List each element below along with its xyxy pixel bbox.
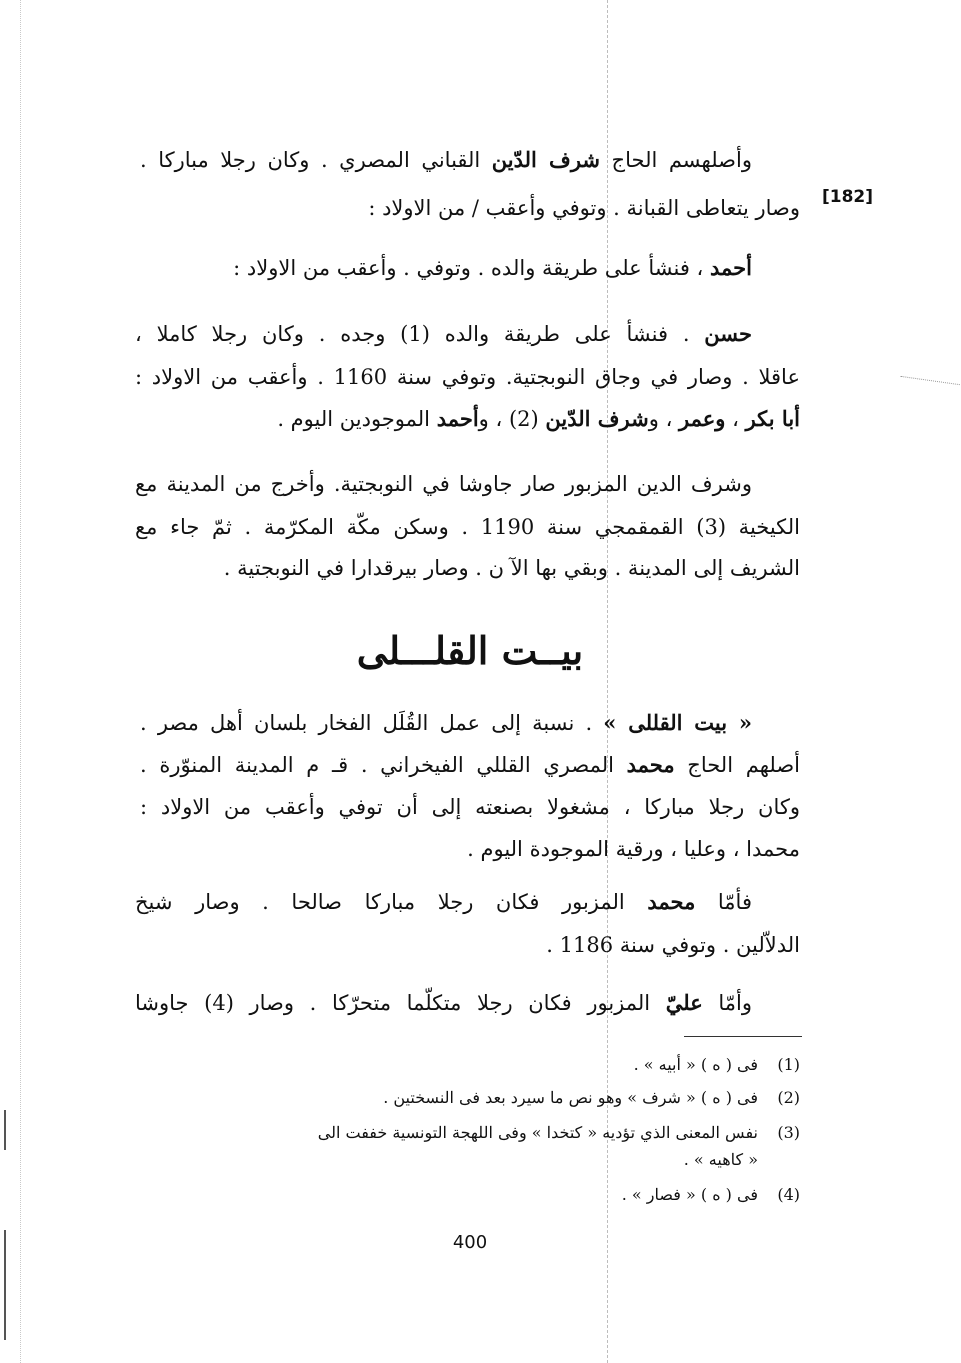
- text-line: « بيت القللى » . نسبة إلى عمل القُلَل الفخار بلسان أهل مصر .: [140, 710, 752, 735]
- footnote-continuation: « كاهيه » .: [683, 1150, 758, 1169]
- page-left-edge: [20, 0, 21, 1363]
- text-line: حسن . فنشأ على طريقة والده (1) وجده . وكان رجلا كاملا ،: [135, 321, 752, 346]
- text-line: وشرف الدين المزبور صار جاوشا في النوبجتية. وأخرج من المدينة مع: [135, 472, 752, 496]
- text-line: أبا بكر ، وعمر ، وشرف الدّين (2) ، وأحمد الموجودين اليوم .: [277, 406, 800, 431]
- footnote: (1)فى ( ه ) « أبيه » .: [633, 1055, 800, 1074]
- footnote-separator: [684, 1036, 802, 1037]
- footnote: (3)نفس المعنى الذي تؤديه « كتخدا » وفى اللهجة التونسية خففت الى: [317, 1123, 800, 1142]
- scan-mark: [4, 1110, 6, 1150]
- section-heading: بيــت القلـــلى: [356, 628, 584, 673]
- text-line: أصلهم الحاج محمد المصري القللي الفيخراني . قـ م المدينة المنوّرة .: [140, 752, 800, 777]
- scan-smudge: [900, 376, 960, 386]
- text-line: أحمد ، فنشأ على طريقة والده . وتوفي . وأعقب من الاولاد :: [233, 255, 752, 280]
- text-line: عاقلا . وصار في وجاق النوبجتية. وتوفي سنة 1160 . وأعقب من الاولاد :: [135, 365, 800, 389]
- page-number: 400: [452, 1232, 488, 1253]
- text-line: الشريف إلى المدينة . وبقي بها الآ ن . وصار بيرقدارا في النوبجتية .: [223, 556, 800, 580]
- text-line: وكان رجلا مباركا ، مشغولا بصنعته إلى أن توفي وأعقب من الاولاد :: [140, 795, 800, 819]
- text-line: الدلاّلين . وتوفي سنة 1186 .: [546, 933, 800, 957]
- text-line: وأصلهسم الحاج شرف الدّين القباني المصري . وكان رجلا مباركا .: [140, 147, 752, 172]
- margin-page-reference: [182]: [822, 187, 874, 207]
- text-line: الكيخية (3) القمقمجي سنة 1190 . وسكن مكّة المكرّمة . ثمّ جاء مع: [135, 515, 800, 539]
- footnote: (4)فى ( ه ) « فصار » .: [621, 1185, 800, 1204]
- text-line: فأمّا محمد المزبور فكان رجلا مباركا صالحا . وصار شيخ: [135, 889, 752, 914]
- text-line: وصار يتعاطى القبانة . وتوفي وأعقب / من الاولاد :: [368, 196, 800, 220]
- scan-mark: [4, 1230, 6, 1340]
- text-line: وأمّا عليّ المزبور فكان رجلا متكلّما متحرّكا . وصار (4) جاوشا: [135, 990, 752, 1015]
- text-line: محمدا ، وعليا ، ورقية الموجودة اليوم .: [467, 837, 800, 861]
- footnote: (2)فى ( ه ) « شرف » وهو نص ما سيرد بعد فى النسختين .: [383, 1088, 800, 1107]
